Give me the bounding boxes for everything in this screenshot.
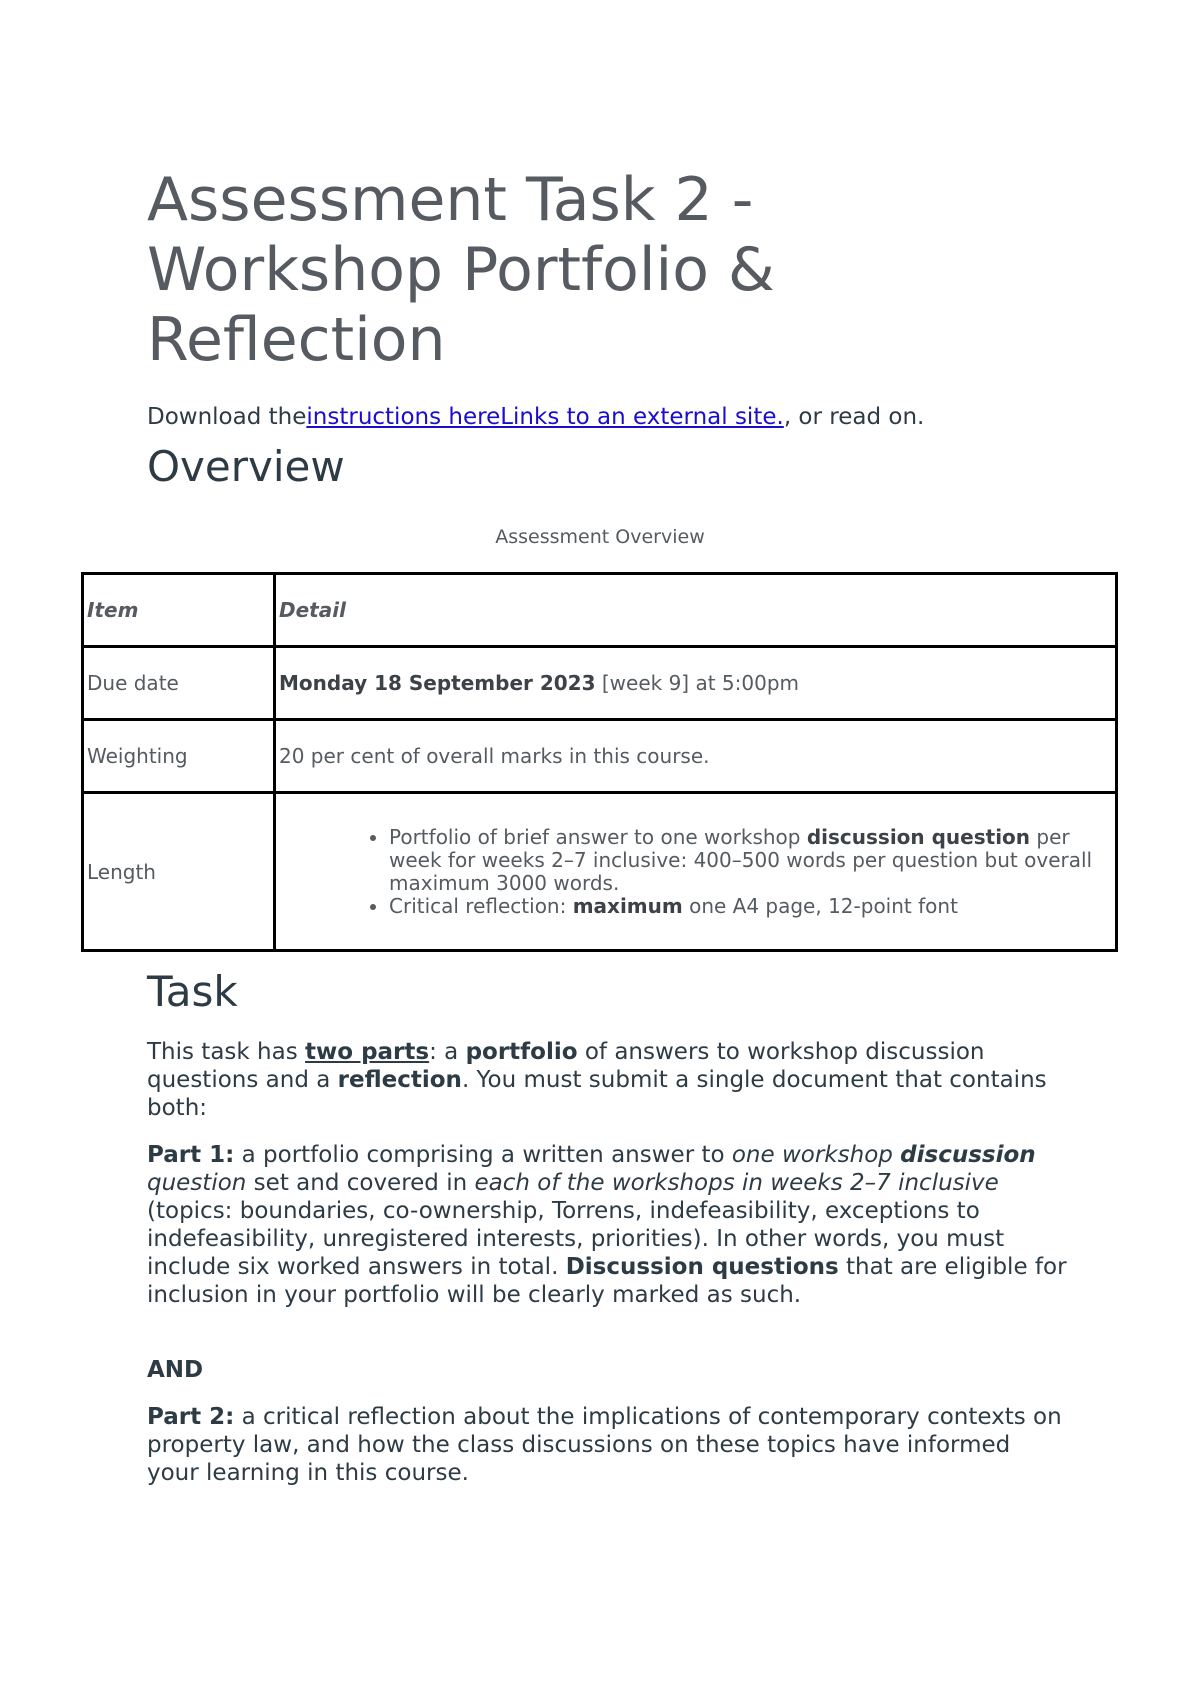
bullet1-text-a: Portfolio of brief answer to one workshop	[389, 824, 807, 849]
table-row	[83, 647, 1117, 720]
table-caption: Assessment Overview	[495, 526, 705, 548]
p1-two-parts: two parts	[305, 1039, 430, 1065]
length-value	[275, 793, 1117, 951]
part1-label: Part 1:	[147, 1142, 235, 1168]
p1-portfolio: portfolio	[465, 1039, 578, 1065]
p2-b: a portfolio comprising a written answer to	[234, 1142, 732, 1168]
length-list	[279, 826, 1112, 918]
p2-e: question	[147, 1170, 247, 1196]
weighting-value: 20 per cent of overall marks in this course.	[275, 720, 1117, 793]
and-paragraph	[147, 1356, 1067, 1384]
p2-j: that are eligible for inclusion in your portfolio will be clearly marked as such.	[147, 1254, 1067, 1308]
p1-g: . You must submit a single document that contains both:	[147, 1067, 1047, 1121]
header-detail: Detail	[275, 574, 1117, 647]
instructions-link[interactable]: instructions hereLinks to an external site.	[306, 404, 784, 430]
p2-discussion-questions: Discussion questions	[565, 1254, 839, 1280]
bullet1-text-c: per week for weeks 2–7 inclusive: 400–500 words per question but overall maximum 3000 words.	[389, 824, 1093, 895]
bullet2-text-bold: maximum	[572, 893, 683, 918]
p1-reflection: reflection	[337, 1067, 462, 1093]
and-label: AND	[147, 1357, 204, 1383]
task-intro-paragraph	[147, 1038, 1067, 1122]
part2-label: Part 2:	[147, 1404, 235, 1430]
table-header-row	[83, 574, 1117, 647]
p2-f: set and covered in	[246, 1170, 475, 1196]
p2-discussion: discussion	[900, 1142, 1036, 1168]
weighting-label: Weighting	[83, 720, 275, 793]
due-date-value	[275, 647, 1117, 720]
assessment-overview-table	[81, 572, 1118, 952]
intro-paragraph	[147, 402, 924, 432]
table-row	[83, 720, 1117, 793]
p2-h: (topics: boundaries, co-ownership, Torrens, indefeasibility, exceptions to indefeasibility, unregistered interests, priorities). In other words, you must include six worked answers in total.	[147, 1198, 1005, 1280]
part2-paragraph	[147, 1403, 1067, 1487]
p2-c: one workshop	[731, 1142, 901, 1168]
bullet2-text-c: one A4 page, 12-point font	[682, 893, 958, 918]
p1-e: of answers to workshop discussion questions and a	[147, 1039, 985, 1093]
length-label: Length	[83, 793, 275, 951]
page-title: Assessment Task 2 - Workshop Portfolio & Reflection	[147, 165, 775, 375]
p1-a: This task has	[147, 1039, 306, 1065]
bullet2-text-a: Critical reflection:	[389, 893, 573, 918]
due-date-label: Due date	[83, 647, 275, 720]
due-date-bold: Monday 18 September 2023	[279, 671, 596, 695]
intro-suffix: , or read on.	[783, 404, 925, 430]
overview-heading: Overview	[147, 442, 345, 491]
header-item: Item	[83, 574, 275, 647]
list-item	[389, 826, 1112, 895]
due-date-rest: [week 9] at 5:00pm	[595, 671, 799, 695]
task-heading: Task	[147, 967, 238, 1016]
p1-c: : a	[429, 1039, 466, 1065]
table-row	[83, 793, 1117, 951]
part1-paragraph	[147, 1141, 1067, 1309]
intro-prefix: Download the	[147, 404, 307, 430]
p4-b: a critical reflection about the implications of contemporary contexts on property law, and how the class discussions on these topics have informed your learning in this course.	[147, 1404, 1062, 1486]
bullet1-text-bold: discussion question	[806, 824, 1031, 849]
p2-g: each of the workshops in weeks 2–7 inclusive	[474, 1170, 999, 1196]
list-item	[389, 895, 1112, 918]
